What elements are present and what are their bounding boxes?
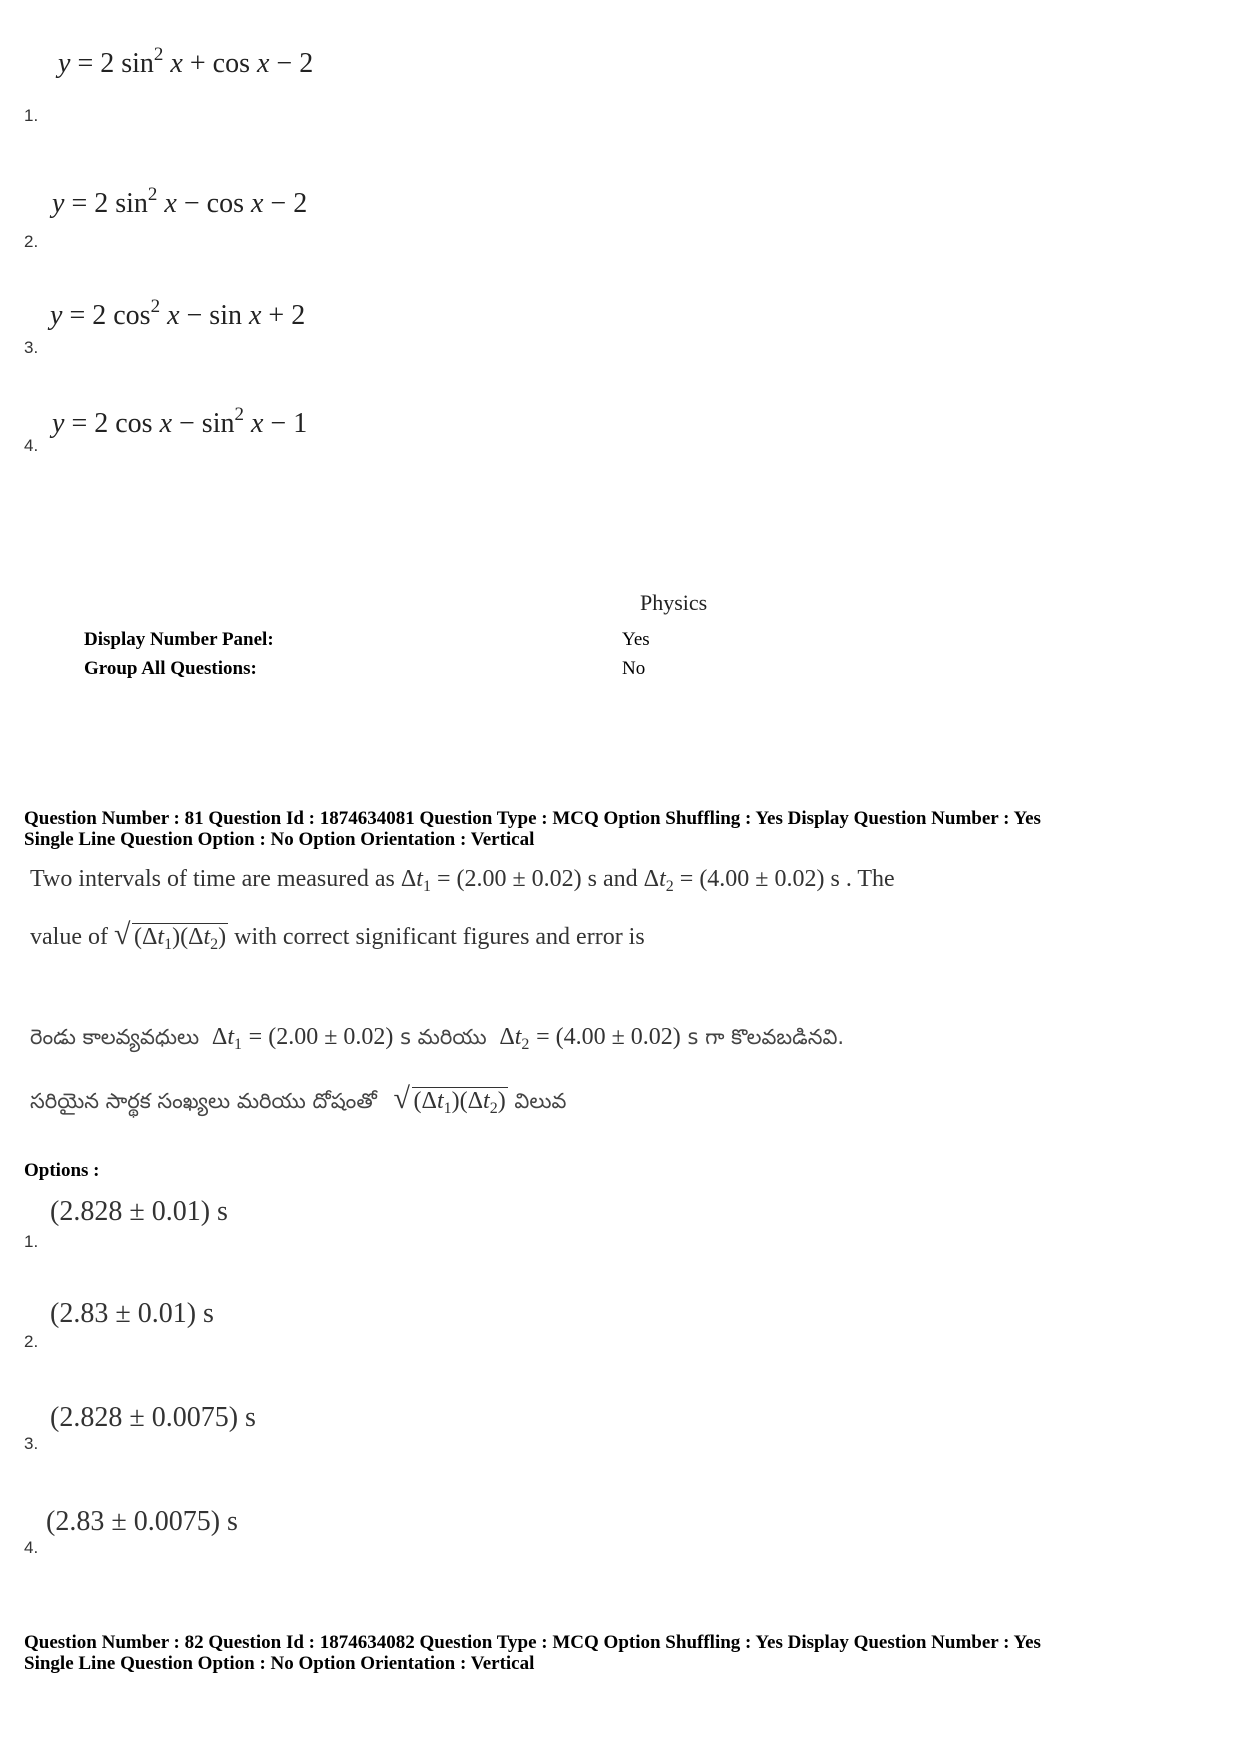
question-81-meta-line-2: Single Line Question Option : No Option Orientation : Vertical: [24, 829, 535, 850]
q81-option-1-value: (2.828 ± 0.01) s: [50, 1196, 228, 1227]
group-all-questions-value: No: [622, 658, 646, 679]
q81-te-text-b: s మరియు: [400, 1025, 487, 1049]
q81-te-text-a: రెండు కాలవ్యవధులు: [30, 1025, 200, 1049]
question-81-telugu-line-2: [30, 1082, 567, 1119]
question-81-english-line-1: Two intervals of time are measured as $\Delta t_1 = (2.00 \pm 0.02)$ s and $\Delta t_2 = (4.00 \pm 0.02)$ s . The: [30, 866, 895, 895]
q81-te-text-d: సరియైన సార్థక సంఖ్యలు మరియు దోషంతో: [30, 1089, 377, 1113]
q81-en-value-of: value of: [30, 924, 108, 950]
q81-option-3-number: 3.: [24, 1434, 39, 1453]
q81-option-4-value: (2.83 ± 0.0075) s: [46, 1506, 238, 1537]
q81-te-text-e: విలువ: [514, 1089, 567, 1113]
q81-te-t2-value: = (4.00 ± 0.02): [536, 1024, 681, 1050]
q81-option-2-number: 2.: [24, 1332, 39, 1351]
q81-en-text-d: with correct significant figures and error is: [234, 924, 645, 950]
display-number-panel-label: Display Number Panel:: [84, 629, 274, 650]
q81-en-text-c: s . The: [830, 866, 895, 892]
q81-option-1-number: 1.: [24, 1232, 39, 1251]
options-label: Options :: [24, 1160, 100, 1181]
q81-en-text-a: Two intervals of time are measured as: [30, 866, 395, 892]
display-number-panel-value: Yes: [622, 629, 650, 650]
section-title: Physics: [640, 590, 708, 615]
prev-option-2-number: 2.: [24, 232, 39, 251]
prev-option-3-number: 3.: [24, 338, 39, 357]
question-81-english-line-2: [30, 918, 645, 953]
prev-option-4-expression: y = 2 $\cos x - \sin^2 x - 1$: [52, 404, 308, 439]
q81-option-3-value: (2.828 ± 0.0075) s: [50, 1402, 256, 1433]
prev-option-1-number: 1.: [24, 106, 39, 125]
question-82-meta-line-2: Single Line Question Option : No Option Orientation : Vertical: [24, 1653, 535, 1674]
prev-option-2-expression: y = 2 $\sin^2 x - \cos x - 2$: [52, 184, 308, 219]
q81-option-4-number: 4.: [24, 1538, 39, 1557]
prev-option-1-expression: y = 2 $\sin^2 x + \cos x - 2$: [58, 44, 314, 79]
q81-te-text-c: s గా కొలవబడినవి.: [687, 1025, 845, 1049]
question-81-telugu-line-1: రెండు కాలవ్యవధులు $\Delta t_1 = (2.00 \pm 0.02)$ s మరియు $\Delta t_2 = (4.00 \pm 0.02)$ s గా కొలవబడినవి.: [30, 1024, 845, 1053]
q81-option-2-value: (2.83 ± 0.01) s: [50, 1298, 214, 1329]
q81-en-t2-value: = (4.00 ± 0.02): [679, 866, 825, 892]
question-82-meta-line-1: Question Number : 82 Question Id : 1874634082 Question Type : MCQ Option Shuffling : Yes Display Question Number : Yes: [24, 1632, 1041, 1653]
q81-en-t1-value: = (2.00 ± 0.02): [436, 866, 582, 892]
q81-en-text-b: s and: [587, 866, 638, 892]
prev-option-3-expression: y = 2 $\cos^2 x - \sin x + 2$: [50, 296, 306, 331]
sqrt-expression-telugu: √ $(\Delta t_1)(\Delta t_2)$: [393, 1082, 506, 1117]
question-81-meta-line-1: Question Number : 81 Question Id : 1874634081 Question Type : MCQ Option Shuffling : Yes Display Question Number : Yes: [24, 808, 1041, 829]
group-all-questions-label: Group All Questions:: [84, 658, 257, 679]
sqrt-expression: √ $(\Delta t_1)(\Delta t_2)$: [113, 918, 227, 953]
q81-te-t1-value: = (2.00 ± 0.02): [248, 1024, 394, 1050]
prev-option-4-number: 4.: [24, 436, 39, 455]
